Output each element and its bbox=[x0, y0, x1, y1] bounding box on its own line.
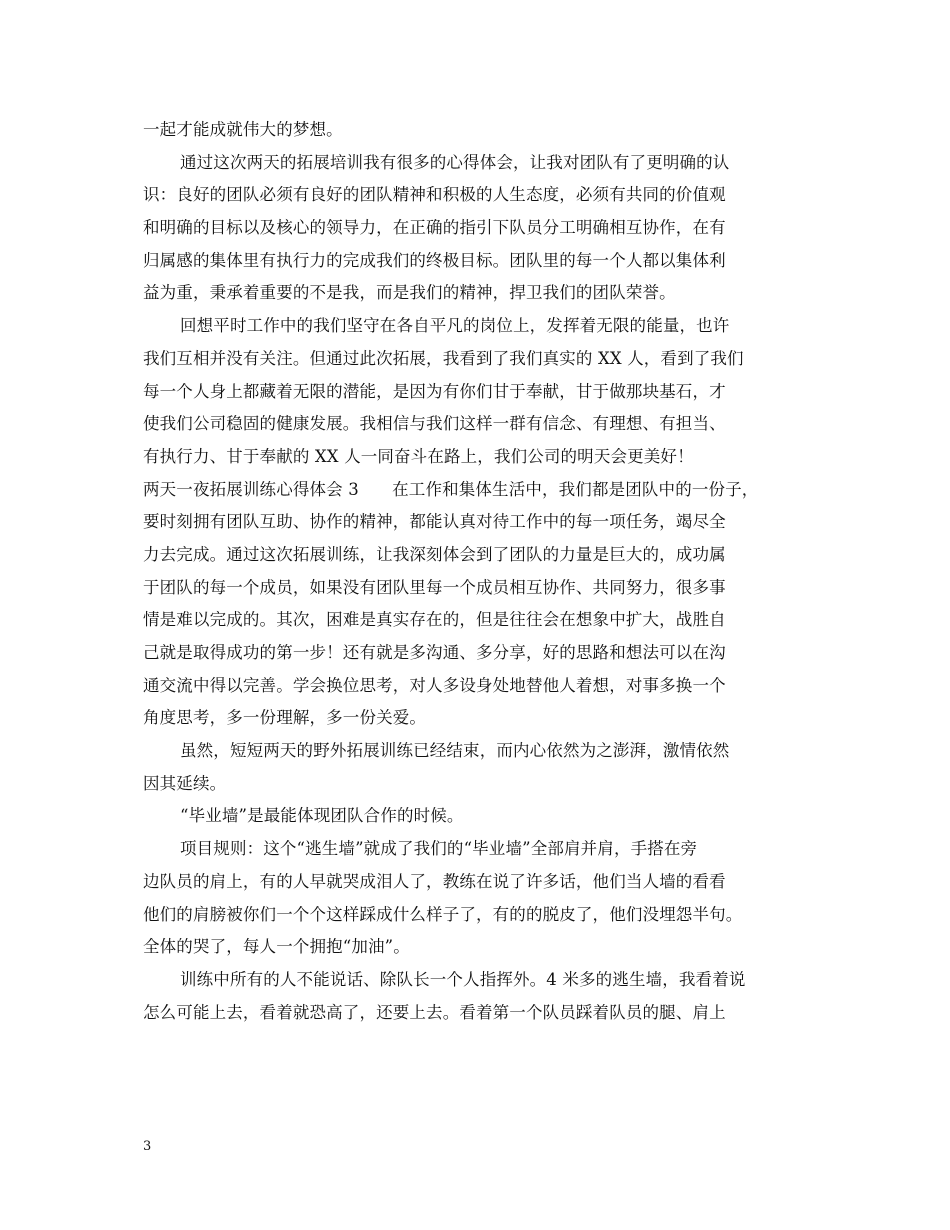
text-line: 通过这次两天的拓展培训我有很多的心得体会，让我对团队有了更明确的认 bbox=[180, 152, 730, 172]
text-line: 归属感的集体里有执行力的完成我们的终极目标。团队里的每一个人都以集体利 bbox=[143, 250, 726, 270]
document-body bbox=[143, 114, 808, 1029]
text-line: 因其延续。 bbox=[143, 773, 227, 793]
text-line: 回想平时工作中的我们坚守在各自平凡的岗位上，发挥着无限的能量，也许 bbox=[180, 316, 730, 336]
text-line: 己就是取得成功的第一步！还有就是多沟通、多分享，好的思路和想法可以在沟 bbox=[143, 643, 726, 662]
text-line: 怎么可能上去，看着就恐高了，还要上去。看着第一个队员踩着队员的腿、肩上 bbox=[143, 1002, 726, 1022]
text-line: 益为重，秉承着重要的不是我，而是我们的精神，捍卫我们的团队荣誉。 bbox=[143, 283, 676, 303]
text-line: 要时刻拥有团队互助、协作的精神，都能认真对待工作中的每一项任务，竭尽全 bbox=[143, 512, 726, 532]
text-line: 我们互相并没有关注。但通过此次拓展，我看到了我们真实的 XX 人，看到了我们 bbox=[143, 348, 744, 368]
text-line: 和明确的目标以及核心的领导力，在正确的指引下队员分工明确相互协作，在有 bbox=[143, 218, 726, 238]
text-line: 全体的哭了，每人一个拥抱“加油”。 bbox=[143, 937, 410, 957]
text-line: 角度思考，多一份理解，多一份关爱。 bbox=[143, 708, 427, 728]
text-line: 边队员的肩上，有的人早就哭成泪人了，教练在说了许多话，他们当人墙的看看 bbox=[143, 871, 726, 891]
text-line: 他们的肩膀被你们一个个这样踩成什么样子了，有的的脱皮了，他们没埋怨半句。 bbox=[143, 904, 743, 924]
text-line: 两天一夜拓展训练心得体会 3 在工作和集体生活中，我们都是团队中的一份子， bbox=[143, 479, 759, 499]
text-line: 使我们公司稳固的健康发展。我相信与我们这样一群有信念、有理想、有担当、 bbox=[143, 414, 726, 434]
page-number: 3 bbox=[143, 1139, 152, 1154]
text-line: 每一个人身上都藏着无限的潜能，是因为有你们甘于奉献，甘于做那块基石，才 bbox=[143, 381, 726, 401]
text-line: 虽然，短短两天的野外拓展训练已经结束，而内心依然为之澎湃，激情依然 bbox=[180, 741, 730, 761]
text-line: 识：良好的团队必须有良好的团队精神和积极的人生态度，必须有共同的价值观 bbox=[143, 185, 726, 205]
text-line: 训练中所有的人不能说话、除队长一个人指挥外。4 米多的逃生墙，我看着说 bbox=[180, 969, 746, 989]
text-line: 力去完成。通过这次拓展训练，让我深刻体会到了团队的力量是巨大的，成功属 bbox=[143, 544, 726, 564]
text-line: 有执行力、甘于奉献的 XX 人一同奋斗在路上，我们公司的明天会更美好！ bbox=[143, 446, 694, 466]
text-line: “毕业墙”是最能体现团队合作的时候。 bbox=[180, 806, 464, 826]
text-line: 项目规则：这个“逃生墙”就成了我们的“毕业墙”全部肩并肩，手搭在旁 bbox=[180, 839, 698, 859]
text-line: 情是难以完成的。其次，困难是真实存在的，但是往往会在想象中扩大，战胜自 bbox=[143, 610, 726, 630]
text-line: 于团队的每一个成员，如果没有团队里每一个成员相互协作、共同努力，很多事 bbox=[143, 577, 726, 597]
text-line: 通交流中得以完善。学会换位思考，对人多设身处地替他人着想，对事多换一个 bbox=[143, 675, 726, 695]
text-line: 一起才能成就伟大的梦想。 bbox=[143, 120, 343, 139]
